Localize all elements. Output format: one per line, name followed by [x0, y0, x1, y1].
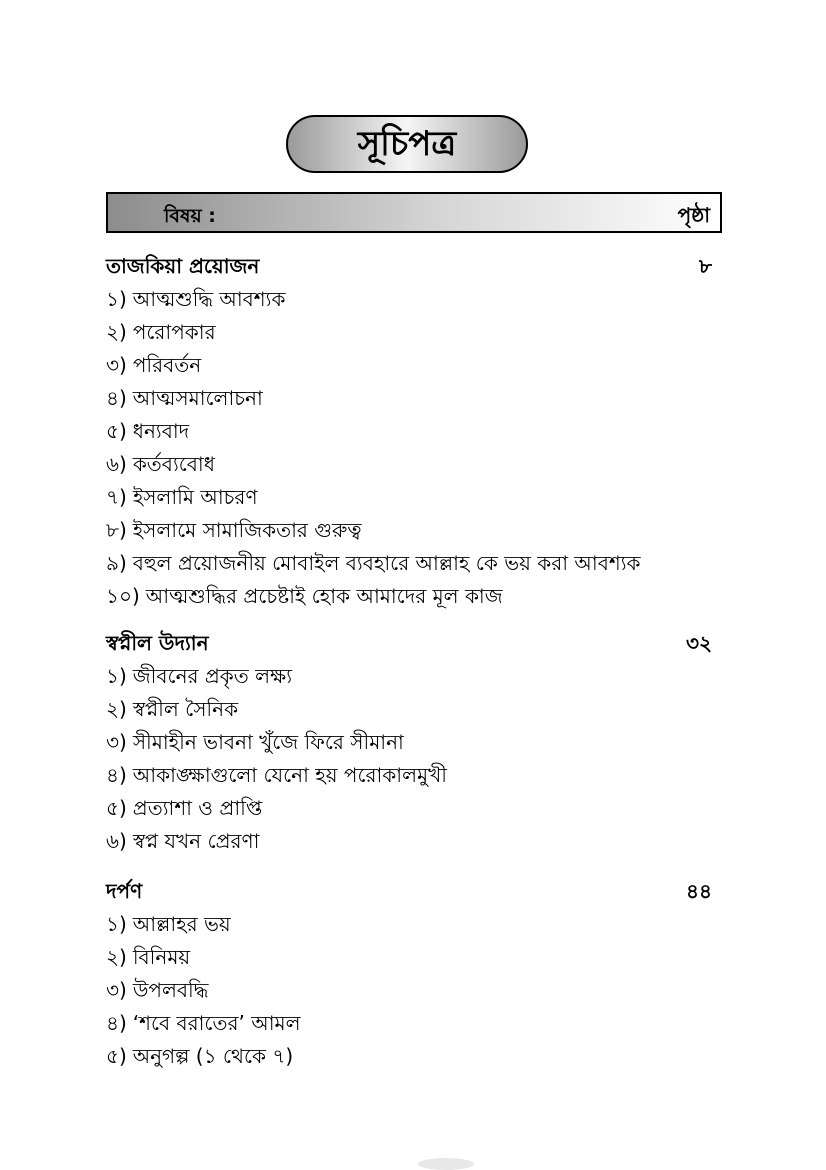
entry-label: পরোপকার — [132, 320, 216, 344]
toc-entry[interactable] — [106, 316, 722, 349]
toc-entry[interactable] — [106, 382, 722, 415]
subject-column-label: বিষয় : — [164, 205, 216, 227]
toc-entry[interactable] — [106, 792, 722, 825]
page-column-label: পৃষ্ঠা — [677, 203, 710, 227]
entry-label: আকাঙ্ক্ষাগুলো যেনো হয় পরোকালমুখী — [132, 763, 447, 787]
toc-section — [106, 250, 722, 613]
entry-number: ৫) — [106, 419, 127, 443]
toc-entry[interactable] — [106, 481, 722, 514]
toc-entry[interactable] — [106, 415, 722, 448]
entry-label: আত্মশুদ্ধি আবশ্যক — [132, 287, 286, 311]
toc-entry[interactable] — [106, 448, 722, 481]
toc-entry[interactable] — [106, 349, 722, 382]
entry-number: ২) — [106, 697, 127, 721]
toc-entry[interactable] — [106, 974, 722, 1007]
entry-label: প্রত্যাশা ও প্রাপ্তি — [132, 796, 263, 820]
entry-number: ২) — [106, 945, 127, 969]
entry-label: জীবনের প্রকৃত লক্ষ্য — [132, 664, 293, 688]
toc-entry[interactable] — [106, 908, 722, 941]
entry-number: ৭) — [106, 485, 127, 509]
toc-entry[interactable] — [106, 726, 722, 759]
entry-number: ৪) — [106, 386, 127, 410]
section-title: তাজকিয়া প্রয়োজন — [106, 254, 260, 278]
toc-entry[interactable] — [106, 1007, 722, 1040]
section-title: স্বপ্নীল উদ্যান — [106, 631, 209, 655]
entry-number: ১) — [106, 287, 127, 311]
entry-number: ৩) — [106, 978, 127, 1002]
entry-label: ইসলামে সামাজিকতার গুরুত্ব — [132, 518, 362, 542]
page-edge-shadow — [418, 1158, 474, 1170]
entry-label: অনুগল্প (১ থেকে ৭) — [132, 1044, 294, 1068]
entry-label: আত্মসমালোচনা — [132, 386, 263, 410]
entry-label: আত্মশুদ্ধির প্রচেষ্টাই হোক আমাদের মূল কাজ — [145, 584, 503, 608]
entry-number: ১) — [106, 912, 127, 936]
entry-number: ১০) — [106, 584, 140, 608]
toc-entry[interactable] — [106, 283, 722, 316]
page-title: সূচিপত্র — [357, 124, 457, 164]
entry-number: ৩) — [106, 353, 127, 377]
entry-label: বহুল প্রয়োজনীয় মোবাইল ব্যবহারে আল্লাহ কে ভয় করা আবশ্যক — [132, 551, 641, 575]
toc-entry[interactable] — [106, 825, 722, 858]
toc-entry[interactable] — [106, 660, 722, 693]
entry-number: ১) — [106, 664, 127, 688]
entry-label: ধন্যবাদ — [132, 419, 190, 443]
section-heading[interactable] — [106, 627, 722, 660]
toc-entry[interactable] — [106, 1040, 722, 1073]
entry-label: কর্তব্যবোধ — [132, 452, 215, 476]
entry-label: আল্লাহর ভয় — [132, 912, 231, 936]
section-title: দর্পণ — [106, 879, 143, 903]
toc-entry[interactable] — [106, 580, 722, 613]
entry-number: ৬) — [106, 452, 127, 476]
entry-label: বিনিময় — [132, 945, 191, 969]
entry-label: উপলবদ্ধি — [132, 978, 209, 1002]
toc-entry[interactable] — [106, 547, 722, 580]
toc-entry[interactable] — [106, 693, 722, 726]
toc-title-banner — [286, 115, 528, 173]
section-heading[interactable] — [106, 250, 722, 283]
entry-number: ৫) — [106, 1044, 127, 1068]
toc-entry[interactable] — [106, 941, 722, 974]
toc-entry[interactable] — [106, 514, 722, 547]
entry-number: ৬) — [106, 829, 127, 853]
entry-number: ৮) — [106, 518, 127, 542]
entry-number: ৩) — [106, 730, 127, 754]
entry-number: ৫) — [106, 796, 127, 820]
entry-label: ইসলামি আচরণ — [132, 485, 258, 509]
entry-number: ২) — [106, 320, 127, 344]
section-heading[interactable] — [106, 875, 722, 908]
toc-section — [106, 875, 722, 1073]
entry-label: স্বপ্নীল সৈনিক — [132, 697, 239, 721]
entry-label: সীমাহীন ভাবনা খুঁজে ফিরে সীমানা — [132, 730, 404, 754]
entry-label: ‘শবে বরাতের’ আমল — [132, 1011, 301, 1035]
toc-entry[interactable] — [106, 759, 722, 792]
toc-section — [106, 627, 722, 858]
section-page-number: ৮ — [699, 254, 712, 278]
entry-number: ৯) — [106, 551, 127, 575]
entry-number: ৪) — [106, 763, 127, 787]
entry-label: স্বপ্ন যখন প্রেরণা — [132, 829, 260, 853]
section-page-number: ৩২ — [685, 631, 712, 655]
section-page-number: ৪৪ — [686, 879, 712, 903]
entry-label: পরিবর্তন — [132, 353, 202, 377]
toc-header-bar — [106, 192, 722, 233]
entry-number: ৪) — [106, 1011, 127, 1035]
